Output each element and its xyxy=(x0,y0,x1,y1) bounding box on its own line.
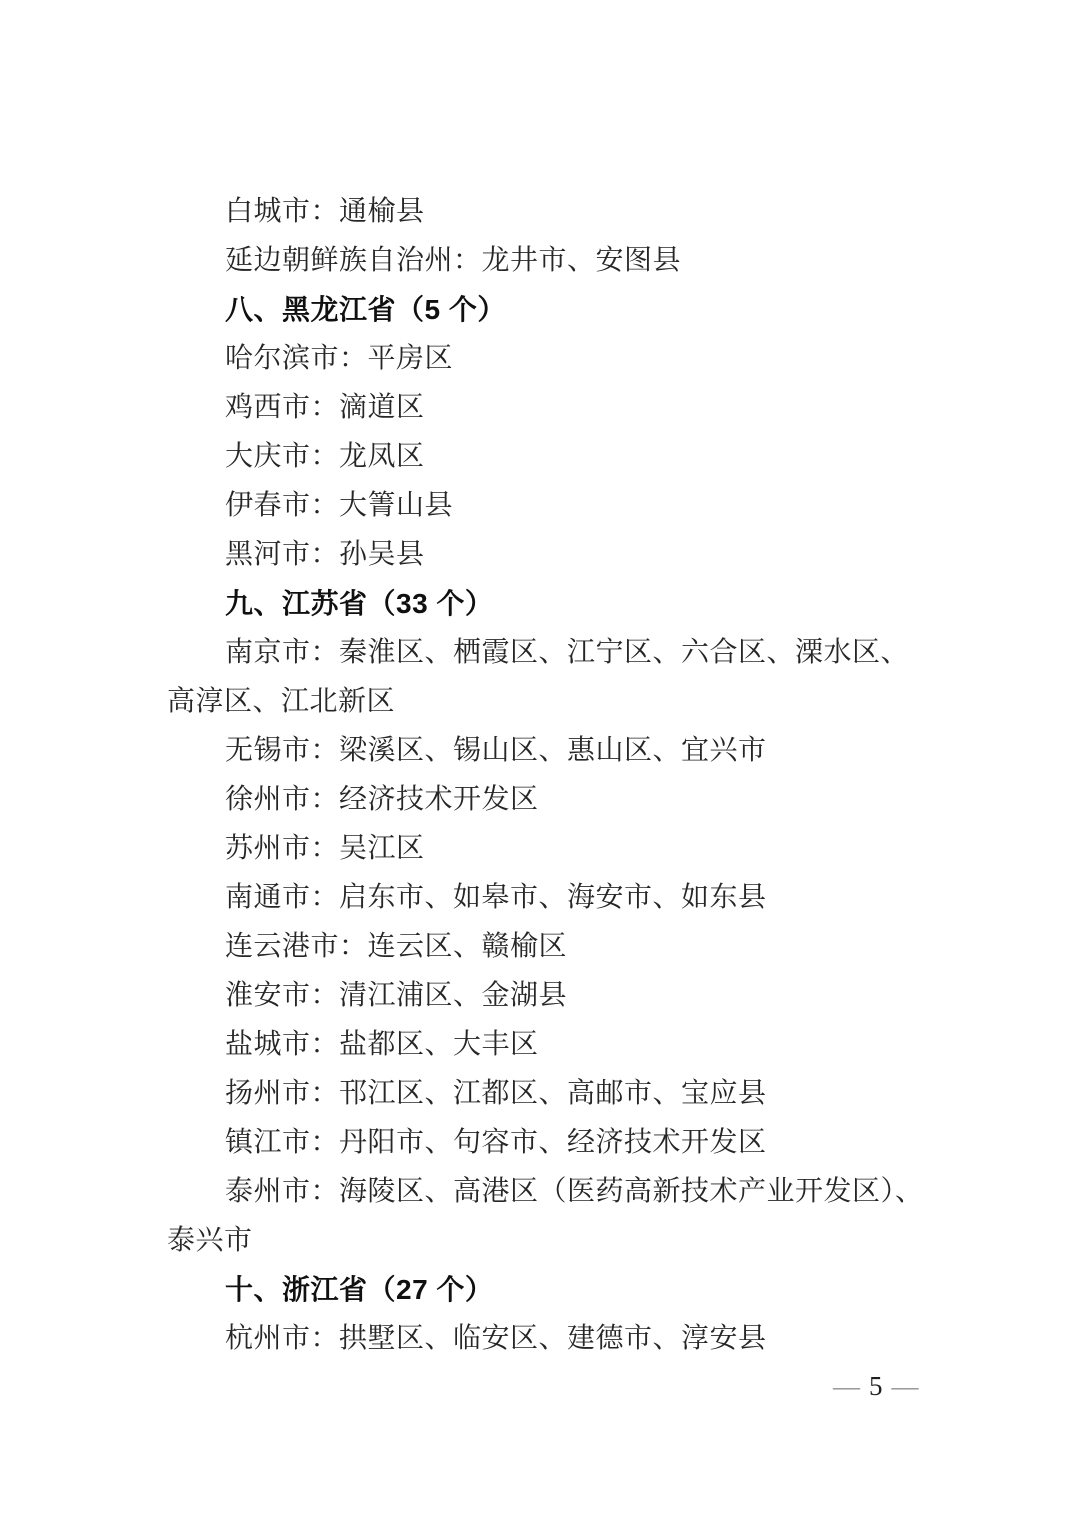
document-line: 徐州市：经济技术开发区 xyxy=(225,784,539,815)
document-line: 杭州市：拱墅区、临安区、建德市、淳安县 xyxy=(225,1323,767,1354)
document-line: 伊春市：大箐山县 xyxy=(225,490,454,521)
document-line: 泰州市：海陵区、高港区（医药高新技术产业开发区）、 xyxy=(225,1176,924,1207)
document-line: 无锡市：梁溪区、锡山区、惠山区、宜兴市 xyxy=(225,735,767,766)
section-heading-zhejiang: 十、浙江省（27 个） xyxy=(225,1274,494,1305)
document-line-continuation: 高淳区、江北新区 xyxy=(167,686,396,717)
document-line: 哈尔滨市：平房区 xyxy=(225,343,454,374)
document-line: 南京市：秦淮区、栖霞区、江宁区、六合区、溧水区、 xyxy=(225,637,910,668)
document-line: 盐城市：盐都区、大丰区 xyxy=(225,1029,539,1060)
document-line: 连云港市：连云区、赣榆区 xyxy=(225,931,568,962)
page-number-dash-left: — xyxy=(833,1371,860,1401)
document-line: 大庆市：龙凤区 xyxy=(225,441,425,472)
section-heading-heilongjiang: 八、黑龙江省（5 个） xyxy=(225,294,506,325)
page-number xyxy=(824,1366,928,1406)
document-line: 镇江市：丹阳市、句容市、经济技术开发区 xyxy=(225,1127,767,1158)
document-line: 鸡西市：滴道区 xyxy=(225,392,425,423)
document-line: 扬州市：邗江区、江都区、高邮市、宝应县 xyxy=(225,1078,767,1109)
document-line-continuation: 泰兴市 xyxy=(167,1225,253,1256)
document-line: 南通市：启东市、如皋市、海安市、如东县 xyxy=(225,882,767,913)
page-number-value: 5 xyxy=(869,1371,883,1401)
document-line: 白城市：通榆县 xyxy=(225,196,425,227)
document-line: 苏州市：吴江区 xyxy=(225,833,425,864)
document-text-block xyxy=(167,187,937,1363)
document-line: 淮安市：清江浦区、金湖县 xyxy=(225,980,568,1011)
section-heading-jiangsu: 九、江苏省（33 个） xyxy=(225,588,494,619)
page-number-dash-right: — xyxy=(891,1371,919,1401)
document-line: 延边朝鲜族自治州：龙井市、安图县 xyxy=(225,245,682,276)
document-line: 黑河市：孙吴县 xyxy=(225,539,425,570)
